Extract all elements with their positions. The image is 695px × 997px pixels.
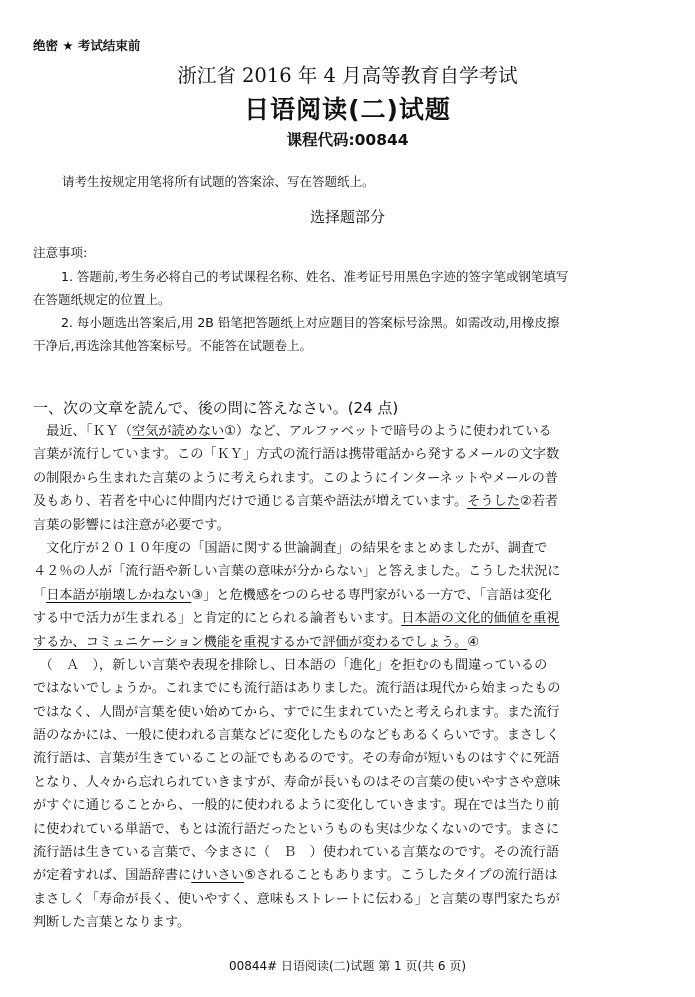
reading-passage	[33, 420, 663, 935]
passage-line	[33, 490, 663, 513]
passage-text: ③」と危機感をつのらせる専門家がいる一方で、「言語は変化	[191, 587, 552, 603]
passage-line	[33, 537, 663, 560]
passage-line	[33, 654, 663, 677]
passage-line	[33, 584, 663, 607]
course-code: 课程代码:00844	[286, 131, 409, 149]
passage-text: 文化庁が２０１０年度の「国語に関する世論調査」の結果をまとめましたが、調査で	[33, 540, 548, 556]
passage-text: 言葉が流行しています。この「ＫＹ」方式の流行語は携帯電話から発するメールの文字数	[33, 447, 560, 463]
confidential-mark: 绝密 ★ 考试结束前	[33, 38, 141, 53]
passage-line	[33, 747, 663, 770]
underlined-phrase: するか、コミュニケーション機能を重視するかで評価が変わるでしょう。	[33, 634, 468, 650]
passage-line	[33, 724, 663, 747]
passage-text: 判断した言葉となります。	[33, 915, 191, 931]
passage-line	[33, 514, 663, 537]
paper-title: 日语阅读(二)试题	[244, 95, 451, 124]
passage-text: まさしく「寿命が長く、使いやすく、意味もストレートに伝わる」と言葉の専門家たちが	[33, 891, 560, 907]
notes-heading: 注意事项:	[33, 245, 88, 260]
passage-text: 言葉の影響には注意が必要です。	[33, 517, 230, 533]
passage-text: ではなく、人間が言葉を使い始めてから、すでに生まれていたと考えられます。また流行	[33, 704, 560, 720]
passage-text: する中で活力が生まれる」と肯定的にとられる論者もいます。	[33, 611, 402, 627]
passage-line	[33, 607, 663, 630]
note-1-line-2: 在答题纸规定的位置上。	[33, 292, 171, 307]
passage-line	[33, 701, 663, 724]
page-footer: 00844# 日语阅读(二)试题 第 1 页(共 6 页)	[228, 959, 467, 973]
underlined-phrase: 空気が読めない	[131, 424, 225, 439]
underlined-phrase: けいさい	[191, 868, 244, 884]
underlined-phrase: そうした	[467, 494, 520, 510]
underlined-phrase: 日本語の文化的価値を重視	[401, 611, 560, 627]
passage-text: となり、人々から忘れられていきますが、寿命が長いものはその言葉の使いやすさや意味	[33, 774, 561, 790]
question-1-heading: 一、次の文章を読んで、後の問に答えなさい。(24 点)	[33, 399, 399, 417]
passage-text: ①）など、アルファベットで暗号のように使われている	[224, 424, 552, 439]
passage-text: 流行語は生きている言葉で、今まさに（ Ｂ ）使われている言葉なのです。その流行語	[33, 845, 560, 861]
passage-line	[33, 911, 663, 934]
passage-text: ⑤されることもあります。こうしたタイプの流行語は	[244, 868, 558, 884]
passage-line	[33, 420, 663, 443]
passage-line	[33, 677, 663, 700]
passage-text: ④	[467, 634, 480, 650]
passage-text: の制限から生まれた言葉のように考えられます。このようにインターネットやメールの普	[33, 470, 558, 486]
passage-text: に使われている単語で、もとは流行語だったというものも実は少なくないのです。まさに	[33, 821, 560, 837]
passage-line	[33, 560, 663, 583]
passage-line	[33, 631, 663, 654]
underlined-phrase: 日本語が崩壊しかねない	[46, 587, 192, 603]
passage-text: 「	[33, 587, 47, 603]
passage-text: ではないでしょうか。これまでにも流行語はありました。流行語は現代から始まったもの	[33, 681, 561, 697]
passage-text: 語のなかには、一般に使われる言葉などに変化したものなどもあるくらいです。まさしく	[33, 728, 560, 744]
exam-instruction: 请考生按规定用笔将所有试题的答案涂、写在答题纸上。	[62, 174, 375, 189]
note-2-line-1: 2. 每小题选出答案后,用 2B 铅笔把答题纸上对应题目的答案标号涂黑。如需改动,用橡皮擦	[61, 315, 560, 330]
passage-text: 流行語は、言葉が生きていることの証でもあるのです。その寿命が短いものはすぐに死語	[33, 751, 560, 767]
note-1-line-1: 1. 答题前,考生务必将自己的考试课程名称、姓名、准考证号用黑色字迹的签字笔或钢笔填写	[61, 269, 569, 284]
notes-list	[33, 265, 658, 357]
passage-line	[33, 818, 663, 841]
passage-line	[33, 771, 663, 794]
passage-text: （ Ａ ），新しい言葉や表現を排除し、日本語の「進化」を拒むのも間違っているの	[33, 657, 548, 673]
note-2-line-2: 干净后,再选涂其他答案标号。不能答在试题卷上。	[33, 338, 312, 353]
passage-text: が定着すれば、国語辞書に	[33, 868, 192, 884]
passage-line	[33, 888, 663, 911]
passage-text: 最近、「ＫＹ（	[33, 424, 132, 439]
section-title: 选择题部分	[309, 208, 385, 226]
passage-text: がすぐに通じることから、一般的に使われるように変化していきます。現在では当たり前	[33, 798, 560, 814]
passage-line	[33, 794, 663, 817]
passage-line	[33, 841, 663, 864]
passage-line	[33, 864, 663, 887]
passage-line	[33, 467, 663, 490]
passage-text: ４２％の人が「流行語や新しい言葉の意味が分からない」と答えました。こうした状況に	[33, 564, 561, 580]
passage-text: 及もあり、若者を中心に仲間内だけで通じる言葉や語法が増えています。	[33, 494, 468, 510]
passage-text: ②若者	[519, 494, 559, 510]
exam-title: 浙江省 2016 年 4 月高等教育自学考试	[177, 64, 518, 87]
passage-line	[33, 443, 663, 466]
